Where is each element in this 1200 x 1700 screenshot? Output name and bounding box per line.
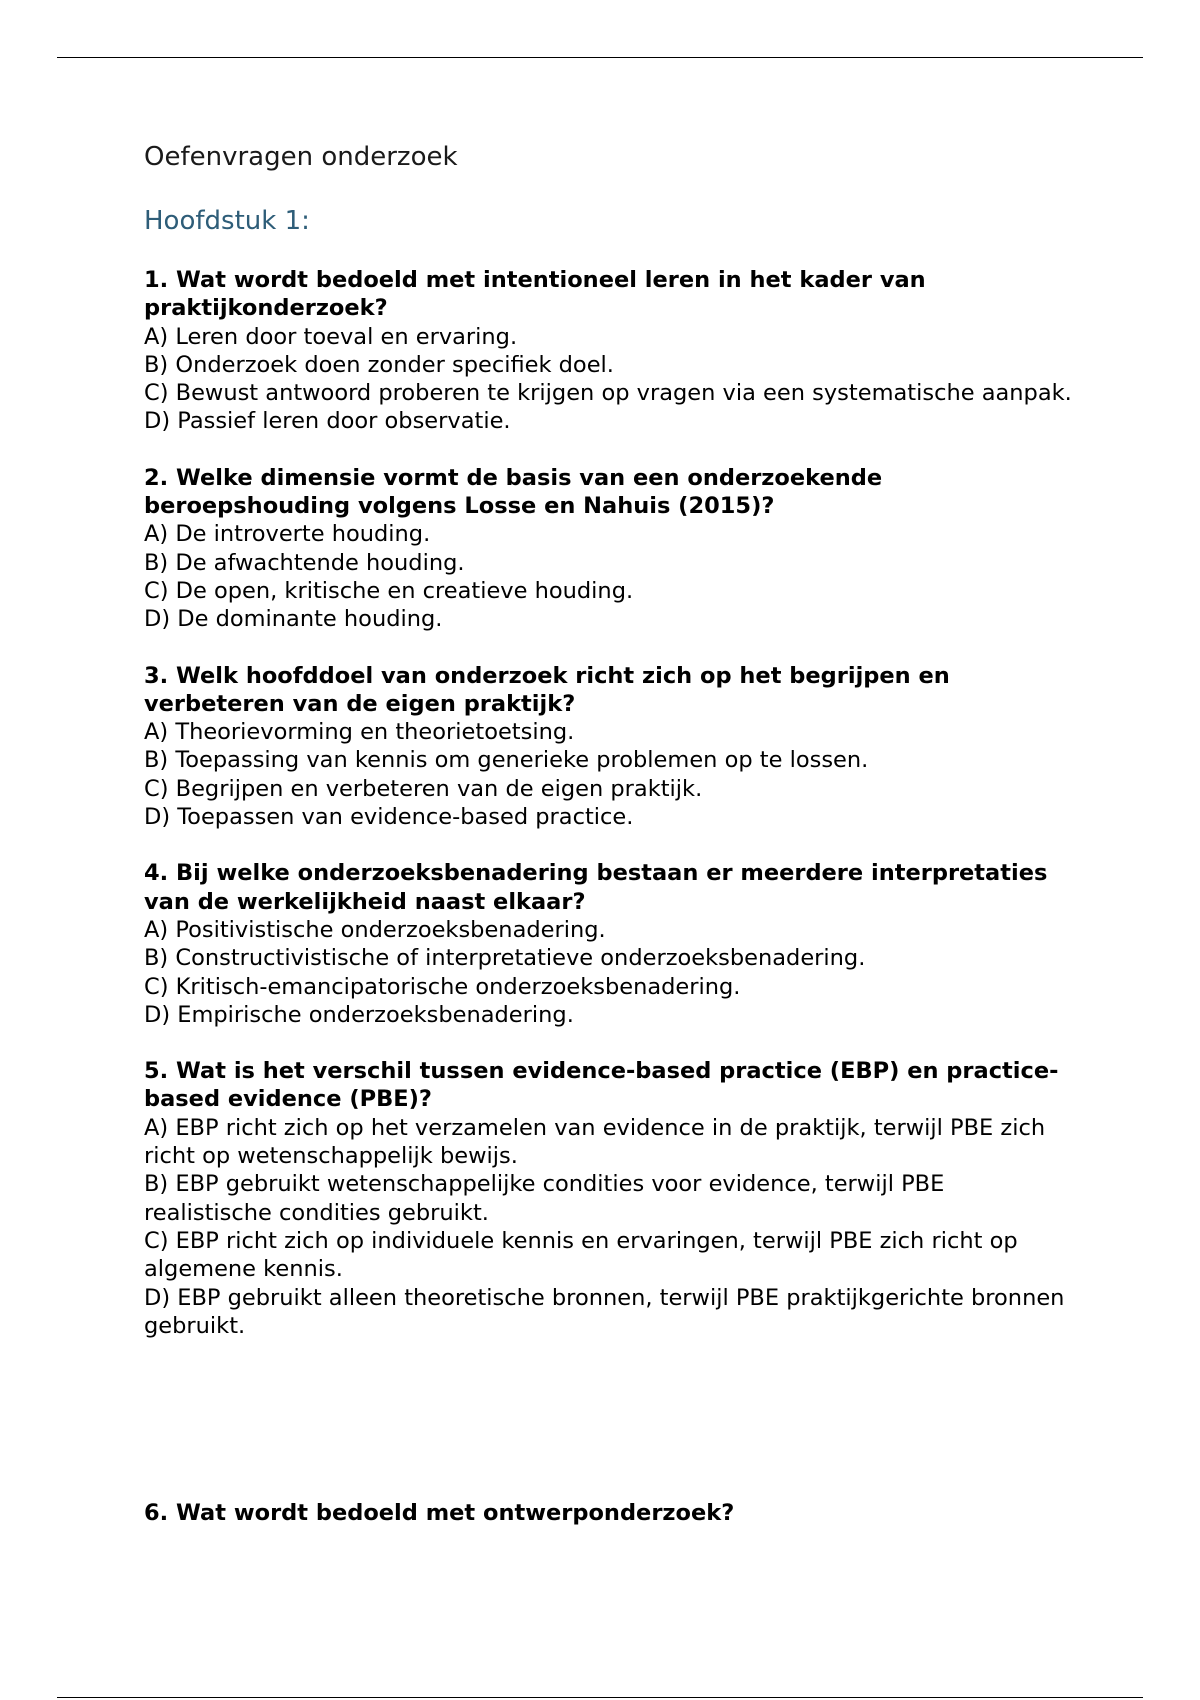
question-6	[144, 1499, 1074, 1527]
answer-option-a: A) Theorievorming en theorietoetsing.	[144, 719, 575, 746]
answer-option-d: D) Empirische onderzoeksbenadering.	[144, 1001, 574, 1028]
question-text: 3. Welk hoofddoel van onderzoek richt zich op het begrijpen en verbeteren van de eigen praktijk?	[144, 662, 950, 717]
answer-option-c: C) De open, kritische en creatieve houding.	[144, 577, 634, 604]
answer-option-d: D) Toepassen van evidence-based practice.	[144, 804, 634, 831]
answer-option-c: C) Bewust antwoord proberen te krijgen op vragen via een systematische aanpak.	[144, 380, 1072, 407]
answer-option-c: C) Begrijpen en verbeteren van de eigen praktijk.	[144, 775, 703, 802]
document-title: Oefenvragen onderzoek	[144, 142, 458, 172]
question-text: 2. Welke dimensie vormt de basis van een onderzoekende beroepshouding volgens Losse en Nahuis (2015)?	[144, 464, 883, 520]
answer-option-b: B) De afwachtende houding.	[144, 549, 465, 576]
page-spacer	[144, 1368, 1074, 1499]
question-2	[144, 464, 1074, 634]
question-text: 4. Bij welke onderzoeksbenadering bestaan er meerdere interpretaties van de werkelijkheid naast elkaar?	[144, 860, 1048, 915]
footer-rule	[57, 1697, 1143, 1698]
question-1	[144, 266, 1074, 436]
answer-option-c: C) Kritisch-emancipatorische onderzoeksbenadering.	[144, 973, 741, 1000]
answer-option-a: A) De introverte houding.	[144, 521, 431, 548]
chapter-heading: Hoofdstuk 1:	[144, 206, 310, 236]
answer-option-a: A) Positivistische onderzoeksbenadering.	[144, 916, 606, 943]
answer-option-a: A) Leren door toeval en ervaring.	[144, 323, 518, 350]
answer-option-c: C) EBP richt zich op individuele kennis en ervaringen, terwijl PBE zich richt op algemene kennis.	[144, 1227, 1018, 1283]
question-text: 5. Wat is het verschil tussen evidence-based practice (EBP) en practice-based evidence (PBE)?	[144, 1058, 1059, 1113]
question-3	[144, 662, 1074, 832]
question-text: 1. Wat wordt bedoeld met intentioneel leren in het kader van praktijkonderzoek?	[144, 267, 926, 322]
answer-option-d: D) Passief leren door observatie.	[144, 408, 511, 435]
answer-option-d: D) EBP gebruikt alleen theoretische bronnen, terwijl PBE praktijkgerichte bronnen gebruikt.	[144, 1284, 1065, 1339]
answer-option-a: A) EBP richt zich op het verzamelen van evidence in de praktijk, terwijl PBE zich richt op wetenschappelijk bewijs.	[144, 1114, 1046, 1170]
answer-option-b: B) EBP gebruikt wetenschappelijke condities voor evidence, terwijl PBE realistische condities gebruikt.	[144, 1171, 945, 1226]
answer-option-b: B) Onderzoek doen zonder specifiek doel.	[144, 351, 614, 378]
answer-option-b: B) Toepassing van kennis om generieke problemen op te lossen.	[144, 747, 869, 774]
question-5	[144, 1057, 1074, 1340]
document-body	[144, 140, 1074, 1555]
header-rule	[57, 57, 1143, 58]
question-text: 6. Wat wordt bedoeld met ontwerponderzoek?	[144, 1500, 735, 1527]
answer-option-d: D) De dominante houding.	[144, 606, 443, 633]
question-4	[144, 859, 1074, 1029]
answer-option-b: B) Constructivistische of interpretatieve onderzoeksbenadering.	[144, 945, 866, 972]
